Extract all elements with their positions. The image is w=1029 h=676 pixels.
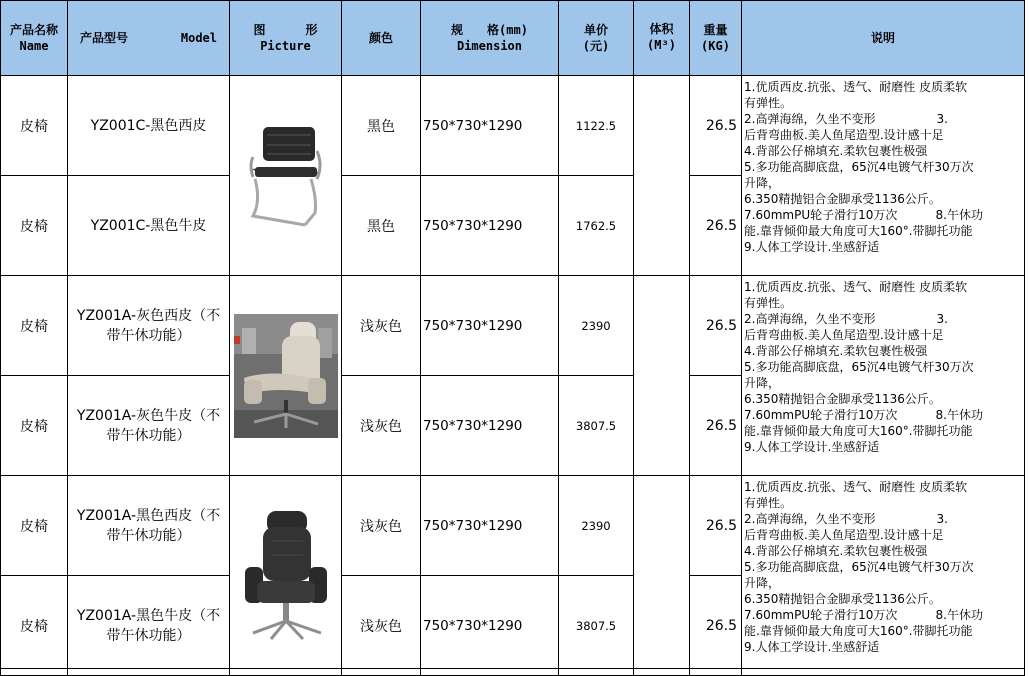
desc-line: 能.靠背倾仰最大角度可大160°.带脚托功能 — [744, 224, 973, 238]
table-row — [1, 76, 1025, 176]
cell-picture[interactable] — [230, 276, 342, 476]
header-model-en: Model — [180, 31, 217, 45]
cell-name[interactable]: 皮椅 — [1, 476, 68, 576]
header-name-cn: 产品名称 — [9, 23, 58, 37]
desc-line: 7.60mmPU轮子滑行10万次 8.午休功 — [744, 408, 983, 422]
desc-line: 6.350精抛铝合金脚承受1136公斤。 — [744, 392, 941, 406]
desc-line: 升降， — [744, 576, 781, 590]
cell-picture[interactable] — [230, 76, 342, 276]
cell-dimension[interactable]: 750*730*1290 — [421, 176, 559, 276]
cell-volume[interactable] — [634, 476, 690, 676]
header-picture-en: Picture — [260, 39, 311, 53]
cell-price[interactable]: 3807.5 — [559, 376, 634, 476]
header-picture-cn-1: 图 — [253, 23, 266, 37]
desc-line: 后背弯曲板.美人鱼尾造型.设计感十足 — [744, 328, 944, 342]
cell-description[interactable] — [742, 276, 1025, 476]
cell-price[interactable]: 2390 — [559, 276, 634, 376]
chair-image-yz001c — [241, 121, 331, 231]
desc-line: 5.多功能高脚底盘，65沉4电镀气杆30万次 — [744, 360, 974, 374]
cell-price[interactable]: 3807.5 — [559, 576, 634, 676]
cell-weight[interactable]: 26.5 — [690, 376, 742, 476]
desc-line: 2.高弹海绵，久坐不变形 3. — [744, 512, 948, 526]
desc-line: 4.背部公仔棉填充.柔软包裹性极强 — [744, 544, 928, 558]
cell-volume[interactable] — [634, 76, 690, 276]
desc-line: 2.高弹海绵，久坐不变形 3. — [744, 112, 948, 126]
cell-description[interactable] — [742, 476, 1025, 676]
header-picture-cn-2: 形 — [305, 23, 318, 37]
desc-line: 后背弯曲板.美人鱼尾造型.设计感十足 — [744, 528, 944, 542]
cell-model[interactable]: YZ001A-黑色牛皮（不带午休功能） — [68, 576, 230, 676]
cell-color[interactable]: 黑色 — [342, 76, 421, 176]
desc-line: 有弹性。 — [744, 96, 793, 110]
desc-line: 1.优质西皮.抗张、透气、耐磨性 皮质柔软 — [744, 480, 968, 494]
cell-model[interactable]: YZ001A-灰色西皮（不带午休功能） — [68, 276, 230, 376]
cell-weight[interactable]: 26.5 — [690, 476, 742, 576]
header-dimension-cn-1: 规 — [451, 23, 464, 37]
desc-line: 4.背部公仔棉填充.柔软包裹性极强 — [744, 344, 928, 358]
chair-image-yz001a-grey — [234, 314, 338, 438]
header-volume[interactable] — [634, 1, 690, 76]
desc-line: 有弹性。 — [744, 496, 793, 510]
header-name-en: Name — [19, 39, 49, 53]
cell-name[interactable]: 皮椅 — [1, 176, 68, 276]
header-price-unit: (元) — [582, 39, 610, 53]
cell-price[interactable]: 2390 — [559, 476, 634, 576]
desc-line: 2.高弹海绵，久坐不变形 3. — [744, 312, 948, 326]
desc-line: 9.人体工学设计.坐感舒适 — [744, 640, 880, 654]
cell-price[interactable]: 1122.5 — [559, 76, 634, 176]
desc-line: 升降， — [744, 176, 781, 190]
cell-name[interactable]: 皮椅 — [1, 376, 68, 476]
header-color[interactable] — [342, 1, 421, 76]
header-model-cn: 产品型号 — [80, 31, 129, 45]
header-volume-unit: (M³) — [647, 38, 676, 52]
desc-line: 升降， — [744, 376, 781, 390]
header-row — [1, 1, 1025, 76]
cell-price[interactable]: 1762.5 — [559, 176, 634, 276]
cell-model[interactable]: YZ001A-灰色牛皮（不带午休功能） — [68, 376, 230, 476]
desc-line: 5.多功能高脚底盘，65沉4电镀气杆30万次 — [744, 160, 974, 174]
cell-model[interactable]: YZ001C-黑色牛皮 — [68, 176, 230, 276]
desc-line: 6.350精抛铝合金脚承受1136公斤。 — [744, 592, 941, 606]
header-weight[interactable] — [690, 1, 742, 76]
chair-image-yz001a-black — [241, 511, 331, 641]
desc-line: 9.人体工学设计.坐感舒适 — [744, 240, 880, 254]
desc-line: 1.优质西皮.抗张、透气、耐磨性 皮质柔软 — [744, 80, 968, 94]
cell-dimension[interactable]: 750*730*1290 — [421, 76, 559, 176]
header-dimension-en: Dimension — [456, 39, 523, 53]
desc-line: 4.背部公仔棉填充.柔软包裹性极强 — [744, 144, 928, 158]
header-weight-cn: 重量 — [703, 23, 728, 37]
desc-line: 7.60mmPU轮子滑行10万次 8.午休功 — [744, 608, 983, 622]
cell-dimension[interactable]: 750*730*1290 — [421, 476, 559, 576]
header-description[interactable] — [742, 1, 1025, 76]
table-row — [1, 276, 1025, 376]
cell-color[interactable]: 浅灰色 — [342, 476, 421, 576]
header-price-cn: 单价 — [583, 23, 608, 37]
cell-volume[interactable] — [634, 276, 690, 476]
desc-line: 1.优质西皮.抗张、透气、耐磨性 皮质柔软 — [744, 280, 968, 294]
cell-dimension[interactable]: 750*730*1290 — [421, 376, 559, 476]
cell-name[interactable]: 皮椅 — [1, 76, 68, 176]
next-row-border — [0, 668, 1024, 672]
header-picture[interactable] — [230, 1, 342, 76]
cell-color[interactable]: 黑色 — [342, 176, 421, 276]
header-description-label: 说明 — [870, 31, 895, 45]
header-weight-unit: (KG) — [701, 39, 730, 53]
cell-weight[interactable]: 26.5 — [690, 176, 742, 276]
cell-weight[interactable]: 26.5 — [690, 276, 742, 376]
cell-model[interactable]: YZ001C-黑色西皮 — [68, 76, 230, 176]
desc-line: 后背弯曲板.美人鱼尾造型.设计感十足 — [744, 128, 944, 142]
cell-color[interactable]: 浅灰色 — [342, 376, 421, 476]
header-dimension[interactable] — [421, 1, 559, 76]
header-name[interactable] — [1, 1, 68, 76]
desc-line: 能.靠背倾仰最大角度可大160°.带脚托功能 — [744, 624, 973, 638]
header-color-label: 颜色 — [368, 31, 393, 45]
header-model[interactable] — [68, 1, 230, 76]
desc-line: 9.人体工学设计.坐感舒适 — [744, 440, 880, 454]
cell-description[interactable] — [742, 76, 1025, 276]
desc-line: 能.靠背倾仰最大角度可大160°.带脚托功能 — [744, 424, 973, 438]
table-row — [1, 476, 1025, 576]
cell-name[interactable]: 皮椅 — [1, 276, 68, 376]
header-price[interactable] — [559, 1, 634, 76]
header-dimension-cn-2: 格(mm) — [487, 23, 528, 37]
desc-line: 有弹性。 — [744, 296, 793, 310]
cell-dimension[interactable]: 750*730*1290 — [421, 276, 559, 376]
cell-model[interactable]: YZ001A-黑色西皮（不带午休功能） — [68, 476, 230, 576]
cell-dimension[interactable]: 750*730*1290 — [421, 576, 559, 676]
cell-name[interactable]: 皮椅 — [1, 576, 68, 676]
header-volume-cn: 体积 — [649, 22, 674, 36]
desc-line: 5.多功能高脚底盘，65沉4电镀气杆30万次 — [744, 560, 974, 574]
cell-color[interactable]: 浅灰色 — [342, 276, 421, 376]
desc-line: 6.350精抛铝合金脚承受1136公斤。 — [744, 192, 941, 206]
cell-weight[interactable]: 26.5 — [690, 576, 742, 676]
desc-line: 7.60mmPU轮子滑行10万次 8.午休功 — [744, 208, 983, 222]
cell-color[interactable]: 浅灰色 — [342, 576, 421, 676]
cell-picture[interactable] — [230, 476, 342, 676]
cell-weight[interactable]: 26.5 — [690, 76, 742, 176]
